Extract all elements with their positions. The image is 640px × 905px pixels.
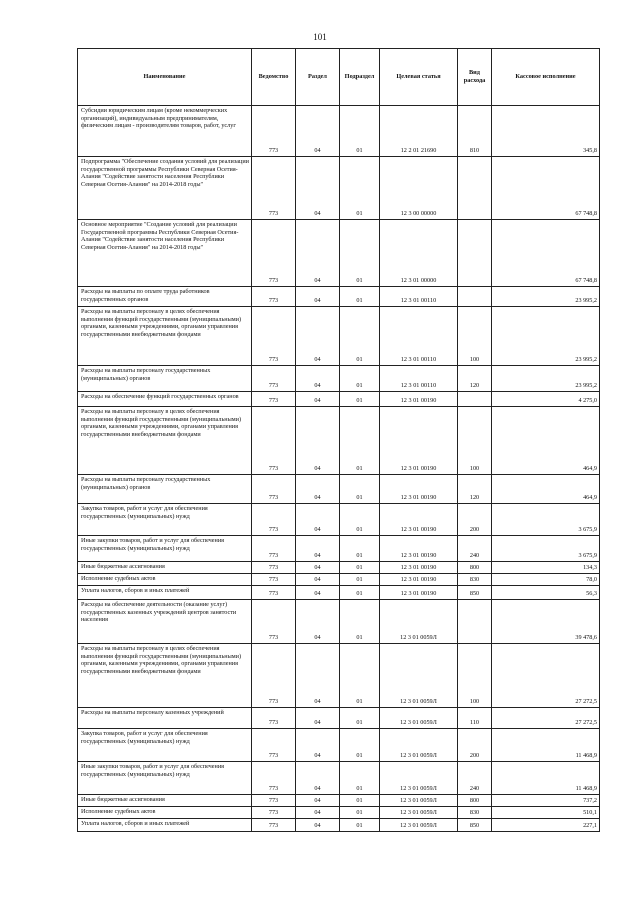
header-expense-type: Вид расхода bbox=[458, 49, 492, 106]
cell-name: Исполнение судебных актов bbox=[78, 807, 252, 819]
cell-section: 04 bbox=[296, 366, 340, 392]
cell-amount: 345,8 bbox=[492, 106, 600, 157]
cell-subsection: 01 bbox=[340, 366, 380, 392]
table-row bbox=[78, 644, 600, 708]
cell-section: 04 bbox=[296, 644, 340, 708]
cell-target: 12 3 01 00190 bbox=[380, 574, 458, 586]
cell-subsection: 01 bbox=[340, 600, 380, 644]
table-row bbox=[78, 807, 600, 819]
table-row bbox=[78, 819, 600, 832]
cell-department: 773 bbox=[252, 475, 296, 504]
cell-expense-type: 800 bbox=[458, 795, 492, 807]
cell-amount: 27 272,5 bbox=[492, 644, 600, 708]
budget-table bbox=[77, 48, 600, 832]
table-row bbox=[78, 475, 600, 504]
cell-subsection: 01 bbox=[340, 504, 380, 536]
table-row bbox=[78, 562, 600, 574]
cell-amount: 23 995,2 bbox=[492, 366, 600, 392]
cell-name: Уплата налогов, сборов и иных платежей bbox=[78, 586, 252, 600]
table-row bbox=[78, 307, 600, 366]
cell-name: Иные бюджетные ассигнования bbox=[78, 562, 252, 574]
table-row bbox=[78, 574, 600, 586]
cell-subsection: 01 bbox=[340, 475, 380, 504]
cell-department: 773 bbox=[252, 586, 296, 600]
cell-department: 773 bbox=[252, 574, 296, 586]
cell-name: Расходы на выплаты персоналу государственных (муниципальных) органов bbox=[78, 366, 252, 392]
cell-amount: 227,1 bbox=[492, 819, 600, 832]
cell-amount: 67 748,8 bbox=[492, 220, 600, 287]
cell-expense-type: 100 bbox=[458, 644, 492, 708]
cell-department: 773 bbox=[252, 407, 296, 475]
cell-name: Иные бюджетные ассигнования bbox=[78, 795, 252, 807]
cell-department: 773 bbox=[252, 807, 296, 819]
cell-name: Исполнение судебных актов bbox=[78, 574, 252, 586]
cell-expense-type: 830 bbox=[458, 807, 492, 819]
cell-amount: 39 478,6 bbox=[492, 600, 600, 644]
cell-department: 773 bbox=[252, 307, 296, 366]
cell-subsection: 01 bbox=[340, 586, 380, 600]
cell-section: 04 bbox=[296, 708, 340, 729]
cell-section: 04 bbox=[296, 807, 340, 819]
cell-department: 773 bbox=[252, 366, 296, 392]
cell-section: 04 bbox=[296, 819, 340, 832]
cell-amount: 23 995,2 bbox=[492, 287, 600, 307]
cell-amount: 27 272,5 bbox=[492, 708, 600, 729]
cell-subsection: 01 bbox=[340, 287, 380, 307]
cell-amount: 11 468,9 bbox=[492, 729, 600, 762]
cell-target: 12 3 01 0059Л bbox=[380, 819, 458, 832]
cell-target: 12 3 01 0059Л bbox=[380, 807, 458, 819]
table-row bbox=[78, 220, 600, 287]
cell-department: 773 bbox=[252, 287, 296, 307]
cell-subsection: 01 bbox=[340, 536, 380, 562]
table-row bbox=[78, 729, 600, 762]
cell-subsection: 01 bbox=[340, 157, 380, 220]
cell-section: 04 bbox=[296, 392, 340, 407]
header-target: Целевая статья bbox=[380, 49, 458, 106]
cell-target: 12 3 01 00190 bbox=[380, 504, 458, 536]
cell-name: Расходы на выплаты персоналу государственных (муниципальных) органов bbox=[78, 475, 252, 504]
cell-target: 12 3 01 0059Л bbox=[380, 600, 458, 644]
cell-target: 12 3 01 0059Л bbox=[380, 729, 458, 762]
cell-subsection: 01 bbox=[340, 819, 380, 832]
cell-subsection: 01 bbox=[340, 708, 380, 729]
table-row bbox=[78, 287, 600, 307]
cell-expense-type: 810 bbox=[458, 106, 492, 157]
cell-expense-type: 200 bbox=[458, 504, 492, 536]
header-name: Наименование bbox=[78, 49, 252, 106]
cell-section: 04 bbox=[296, 157, 340, 220]
cell-amount: 56,3 bbox=[492, 586, 600, 600]
cell-name: Основное мероприятие "Создание условий для реализации Государственной программы Республики Северная Осетия-Алания "Содействие занятости населения Республики Северная Осетия-Алания" на 2014-2018 годы" bbox=[78, 220, 252, 287]
cell-subsection: 01 bbox=[340, 644, 380, 708]
cell-expense-type: 110 bbox=[458, 708, 492, 729]
cell-section: 04 bbox=[296, 220, 340, 287]
cell-department: 773 bbox=[252, 762, 296, 795]
cell-subsection: 01 bbox=[340, 407, 380, 475]
header-execution: Кассовое исполнение bbox=[492, 49, 600, 106]
table-row bbox=[78, 366, 600, 392]
cell-department: 773 bbox=[252, 157, 296, 220]
cell-target: 12 3 01 00110 bbox=[380, 366, 458, 392]
cell-department: 773 bbox=[252, 562, 296, 574]
cell-expense-type bbox=[458, 392, 492, 407]
cell-expense-type: 850 bbox=[458, 586, 492, 600]
cell-name: Субсидии юридическим лицам (кроме некоммерческих организаций), индивидуальным предпринимателям, физическим лицам - производителям товаров, работ, услуг bbox=[78, 106, 252, 157]
cell-amount: 510,1 bbox=[492, 807, 600, 819]
cell-target: 12 3 01 00190 bbox=[380, 407, 458, 475]
cell-section: 04 bbox=[296, 795, 340, 807]
cell-amount: 134,3 bbox=[492, 562, 600, 574]
page-number: 101 bbox=[313, 32, 327, 42]
cell-amount: 23 995,2 bbox=[492, 307, 600, 366]
cell-subsection: 01 bbox=[340, 220, 380, 287]
cell-expense-type: 120 bbox=[458, 366, 492, 392]
cell-subsection: 01 bbox=[340, 562, 380, 574]
cell-department: 773 bbox=[252, 536, 296, 562]
cell-name: Закупка товаров, работ и услуг для обеспечения государственных (муниципальных) нужд bbox=[78, 729, 252, 762]
cell-name: Расходы на обеспечение функций государственных органов bbox=[78, 392, 252, 407]
cell-expense-type bbox=[458, 220, 492, 287]
cell-name: Расходы на выплаты персоналу казенных учреждений bbox=[78, 708, 252, 729]
cell-section: 04 bbox=[296, 504, 340, 536]
cell-subsection: 01 bbox=[340, 762, 380, 795]
cell-amount: 11 468,9 bbox=[492, 762, 600, 795]
cell-target: 12 3 00 00000 bbox=[380, 157, 458, 220]
cell-target: 12 3 01 00190 bbox=[380, 536, 458, 562]
cell-amount: 3 675,9 bbox=[492, 504, 600, 536]
cell-section: 04 bbox=[296, 407, 340, 475]
cell-expense-type: 240 bbox=[458, 762, 492, 795]
cell-target: 12 3 01 00190 bbox=[380, 586, 458, 600]
cell-department: 773 bbox=[252, 708, 296, 729]
cell-subsection: 01 bbox=[340, 307, 380, 366]
cell-section: 04 bbox=[296, 574, 340, 586]
cell-subsection: 01 bbox=[340, 807, 380, 819]
cell-section: 04 bbox=[296, 600, 340, 644]
table-row bbox=[78, 106, 600, 157]
cell-subsection: 01 bbox=[340, 729, 380, 762]
cell-target: 12 2 01 21690 bbox=[380, 106, 458, 157]
cell-department: 773 bbox=[252, 220, 296, 287]
cell-target: 12 3 01 00190 bbox=[380, 475, 458, 504]
cell-name: Расходы на выплаты персоналу в целях обеспечения выполнения функций государственными (муниципальными) органами, казенными учреждениями, органами управления государственными внебюджетными фондами bbox=[78, 407, 252, 475]
cell-department: 773 bbox=[252, 600, 296, 644]
cell-department: 773 bbox=[252, 729, 296, 762]
cell-name: Расходы на выплаты по оплате труда работников государственных органов bbox=[78, 287, 252, 307]
table-row bbox=[78, 504, 600, 536]
cell-expense-type: 800 bbox=[458, 562, 492, 574]
cell-subsection: 01 bbox=[340, 392, 380, 407]
cell-amount: 464,9 bbox=[492, 475, 600, 504]
cell-section: 04 bbox=[296, 475, 340, 504]
cell-amount: 3 675,9 bbox=[492, 536, 600, 562]
cell-subsection: 01 bbox=[340, 795, 380, 807]
cell-department: 773 bbox=[252, 106, 296, 157]
table-row bbox=[78, 407, 600, 475]
cell-section: 04 bbox=[296, 562, 340, 574]
cell-expense-type: 100 bbox=[458, 307, 492, 366]
cell-amount: 67 748,8 bbox=[492, 157, 600, 220]
cell-section: 04 bbox=[296, 536, 340, 562]
table-row bbox=[78, 708, 600, 729]
cell-expense-type bbox=[458, 287, 492, 307]
cell-target: 12 3 01 00190 bbox=[380, 562, 458, 574]
header-subsection: Подраздел bbox=[340, 49, 380, 106]
cell-section: 04 bbox=[296, 307, 340, 366]
cell-target: 12 3 01 0059Л bbox=[380, 708, 458, 729]
table-row bbox=[78, 795, 600, 807]
cell-target: 12 3 01 0059Л bbox=[380, 762, 458, 795]
cell-section: 04 bbox=[296, 762, 340, 795]
cell-expense-type bbox=[458, 157, 492, 220]
cell-expense-type: 200 bbox=[458, 729, 492, 762]
cell-amount: 78,0 bbox=[492, 574, 600, 586]
cell-amount: 4 275,0 bbox=[492, 392, 600, 407]
cell-department: 773 bbox=[252, 644, 296, 708]
cell-department: 773 bbox=[252, 392, 296, 407]
table-row bbox=[78, 586, 600, 600]
cell-subsection: 01 bbox=[340, 106, 380, 157]
header-department: Ведомство bbox=[252, 49, 296, 106]
header-section: Раздел bbox=[296, 49, 340, 106]
cell-subsection: 01 bbox=[340, 574, 380, 586]
cell-name: Уплата налогов, сборов и иных платежей bbox=[78, 819, 252, 832]
cell-name: Иные закупки товаров, работ и услуг для обеспечения государственных (муниципальных) нужд bbox=[78, 536, 252, 562]
cell-target: 12 3 01 00110 bbox=[380, 287, 458, 307]
cell-amount: 737,2 bbox=[492, 795, 600, 807]
cell-section: 04 bbox=[296, 106, 340, 157]
cell-target: 12 3 01 00000 bbox=[380, 220, 458, 287]
cell-expense-type bbox=[458, 600, 492, 644]
cell-expense-type: 240 bbox=[458, 536, 492, 562]
table-row bbox=[78, 536, 600, 562]
cell-department: 773 bbox=[252, 504, 296, 536]
cell-expense-type: 120 bbox=[458, 475, 492, 504]
table-row bbox=[78, 600, 600, 644]
cell-target: 12 3 01 0059Л bbox=[380, 795, 458, 807]
cell-name: Иные закупки товаров, работ и услуг для обеспечения государственных (муниципальных) нужд bbox=[78, 762, 252, 795]
cell-target: 12 3 01 00110 bbox=[380, 307, 458, 366]
cell-department: 773 bbox=[252, 795, 296, 807]
cell-section: 04 bbox=[296, 586, 340, 600]
cell-name: Расходы на обеспечение деятельности (оказание услуг) государственных казенных учреждений центров занятости населения bbox=[78, 600, 252, 644]
table-row bbox=[78, 762, 600, 795]
cell-section: 04 bbox=[296, 729, 340, 762]
cell-target: 12 3 01 00190 bbox=[380, 392, 458, 407]
cell-name: Подпрограмма "Обеспечение создания условий для реализации государственной программы Республики Северная Осетия-Алания "Содействие занятости населения Республики Северная Осетия-Алания" на 2014-2018 годы" bbox=[78, 157, 252, 220]
cell-expense-type: 850 bbox=[458, 819, 492, 832]
table-row bbox=[78, 157, 600, 220]
cell-name: Расходы на выплаты персоналу в целях обеспечения выполнения функций государственными (муниципальными) органами, казенными учреждениями, органами управления государственными внебюджетными фондами bbox=[78, 307, 252, 366]
cell-department: 773 bbox=[252, 819, 296, 832]
table-row bbox=[78, 392, 600, 407]
cell-amount: 464,9 bbox=[492, 407, 600, 475]
table-header-row bbox=[78, 49, 600, 106]
cell-target: 12 3 01 0059Л bbox=[380, 644, 458, 708]
cell-name: Закупка товаров, работ и услуг для обеспечения государственных (муниципальных) нужд bbox=[78, 504, 252, 536]
cell-expense-type: 100 bbox=[458, 407, 492, 475]
table-body bbox=[78, 106, 600, 832]
cell-section: 04 bbox=[296, 287, 340, 307]
cell-expense-type: 830 bbox=[458, 574, 492, 586]
cell-name: Расходы на выплаты персоналу в целях обеспечения выполнения функций государственными (муниципальными) органами, казенными учреждениями, органами управления государственными внебюджетными фондами bbox=[78, 644, 252, 708]
